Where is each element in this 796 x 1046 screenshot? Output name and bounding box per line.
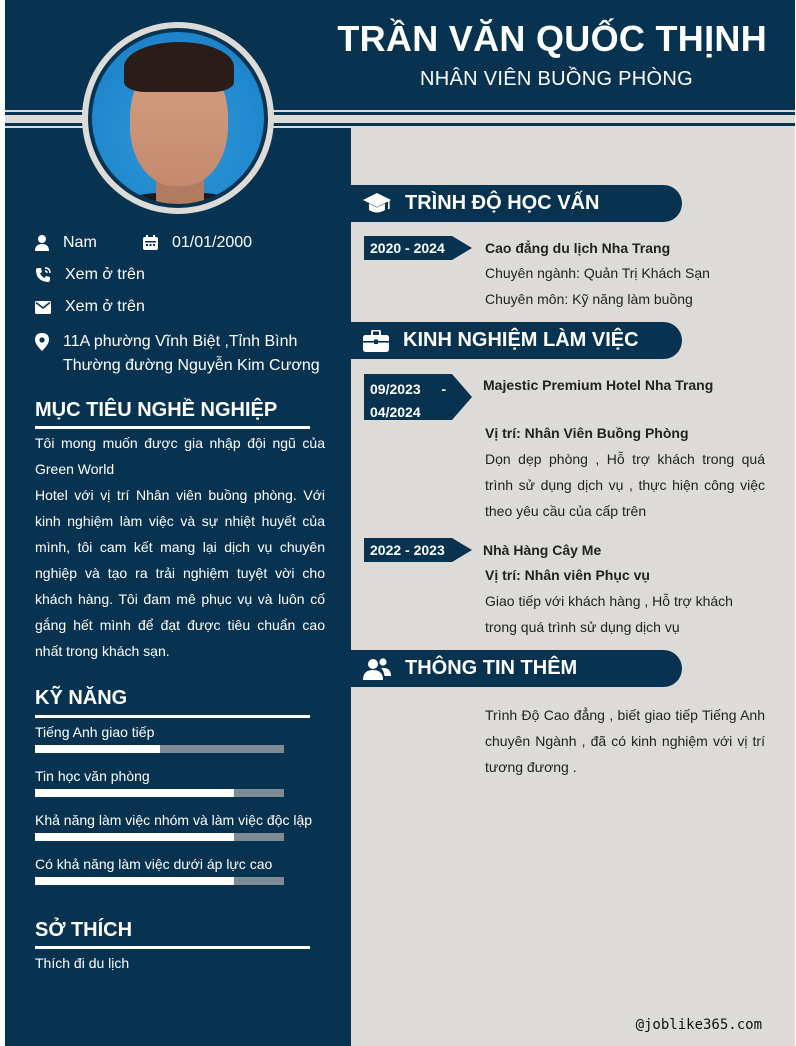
job-2-description: Giao tiếp với khách hàng , Hỗ trợ khách trong quá trình sử dụng dịch vụ <box>485 593 733 635</box>
objective-paragraph-2: Hotel với vị trí Nhân viên buồng phòng. Với kinh nghiệm làm việc và sự nhiệt huyết của mình, tôi cam kết mang lại dịch vụ chuyên nghiệp và tạo ra trải nghiệm tuyệt vời cho khách hàng. Tôi đam mê phục vụ và luôn cố gắng hết mình để đạt được tiêu chuẩn cao nhất trong khách sạn. <box>35 487 325 659</box>
skill-fill <box>35 877 234 885</box>
location-icon <box>35 333 49 351</box>
candidate-name: TRẦN VĂN QUỐC THỊNH <box>337 18 767 59</box>
job-2-position: Vị trí: Nhân viên Phục vụ <box>485 567 650 583</box>
skill-fill <box>35 833 234 841</box>
job-1-date-end: 04/2024 <box>370 404 421 420</box>
job-1-description: Dọn dẹp phòng , Hỗ trợ khách trong quá trình sử dụng dịch vụ , thực hiện công việc theo yêu cầu của cấp trên <box>485 451 765 519</box>
cv-page <box>5 0 795 1046</box>
job-1-date <box>364 374 452 420</box>
skill-label: Có khả năng làm việc dưới áp lực cao <box>35 856 273 872</box>
phone-icon <box>35 267 51 283</box>
education-specialty: Chuyên môn: Kỹ năng làm buồng <box>485 291 693 307</box>
objective-title: MỤC TIÊU NGHỀ NGHIỆP <box>35 399 278 421</box>
experience-heading <box>351 322 682 359</box>
footer-watermark: @joblike365.com <box>635 1017 762 1033</box>
graduation-cap-icon <box>363 192 391 216</box>
avatar <box>92 32 264 204</box>
education-school: Cao đẳng du lịch Nha Trang <box>485 240 671 256</box>
additional-heading <box>351 650 682 687</box>
skill-fill <box>35 745 160 753</box>
education-title: TRÌNH ĐỘ HỌC VẤN <box>405 192 600 214</box>
job-2-date-text: 2022 - 2023 <box>370 542 445 558</box>
objective-text <box>35 430 325 664</box>
education-major: Chuyên ngành: Quản Trị Khách Sạn <box>485 265 710 281</box>
address-row <box>35 330 325 378</box>
job-1-position: Vị trí: Nhân Viên Buồng Phòng <box>485 425 689 441</box>
skill-label: Tiếng Anh giao tiếp <box>35 724 155 740</box>
skill-label: Khả năng làm việc nhóm và làm việc độc lập <box>35 812 313 828</box>
gender-value: Nam <box>63 234 97 251</box>
email-value: Xem ở trên <box>65 298 145 315</box>
hobby-text: Thích đi du lịch <box>35 955 130 971</box>
job-2-company: Nhà Hàng Cây Me <box>483 542 602 558</box>
skill-bar <box>35 877 284 885</box>
skill-label: Tin học văn phòng <box>35 768 150 784</box>
address-value: 11A phường Vĩnh Biệt ,Tỉnh Bình Thường đường Nguyễn Kim Cương <box>63 333 320 374</box>
user-icon <box>35 235 49 251</box>
additional-text: Trình Độ Cao đẳng , biết giao tiếp Tiếng Anh chuyên Ngành , đã có kinh nghiệm với vị trí tương đương . <box>485 707 765 775</box>
avatar-frame <box>82 22 274 214</box>
phone-value: Xem ở trên <box>65 266 145 283</box>
email-row <box>35 298 145 316</box>
education-date <box>364 236 452 260</box>
additional-title: THÔNG TIN THÊM <box>405 657 578 679</box>
education-heading <box>351 185 682 222</box>
birthday-row <box>143 234 252 252</box>
job-1-company: Majestic Premium Hotel Nha Trang <box>483 377 714 393</box>
skills-underline <box>35 715 310 718</box>
sidebar <box>5 128 351 1046</box>
education-date-text: 2020 - 2024 <box>370 240 445 256</box>
skill-bar <box>35 745 284 753</box>
briefcase-icon <box>363 330 389 352</box>
skills-title: KỸ NĂNG <box>35 687 128 709</box>
calendar-icon <box>143 235 158 250</box>
hobbies-underline <box>35 946 310 949</box>
experience-title: KINH NGHIỆM LÀM VIỆC <box>403 329 639 351</box>
email-icon <box>35 301 51 314</box>
candidate-role: NHÂN VIÊN BUỒNG PHÒNG <box>420 68 693 90</box>
skill-bar <box>35 789 284 797</box>
skill-fill <box>35 789 234 797</box>
hobbies-title: SỞ THÍCH <box>35 919 133 941</box>
birthday-value: 01/01/2000 <box>172 234 253 251</box>
skill-bar <box>35 833 284 841</box>
job-1-date-sep: - <box>441 381 446 397</box>
job-1-date-start: 09/2023 <box>370 381 421 397</box>
users-icon <box>363 658 391 680</box>
objective-paragraph-1: Tôi mong muốn được gia nhập đội ngũ của Green World <box>35 435 325 477</box>
phone-row <box>35 266 145 284</box>
objective-underline <box>35 426 310 429</box>
gender-row <box>35 234 97 252</box>
job-2-date <box>364 538 452 562</box>
